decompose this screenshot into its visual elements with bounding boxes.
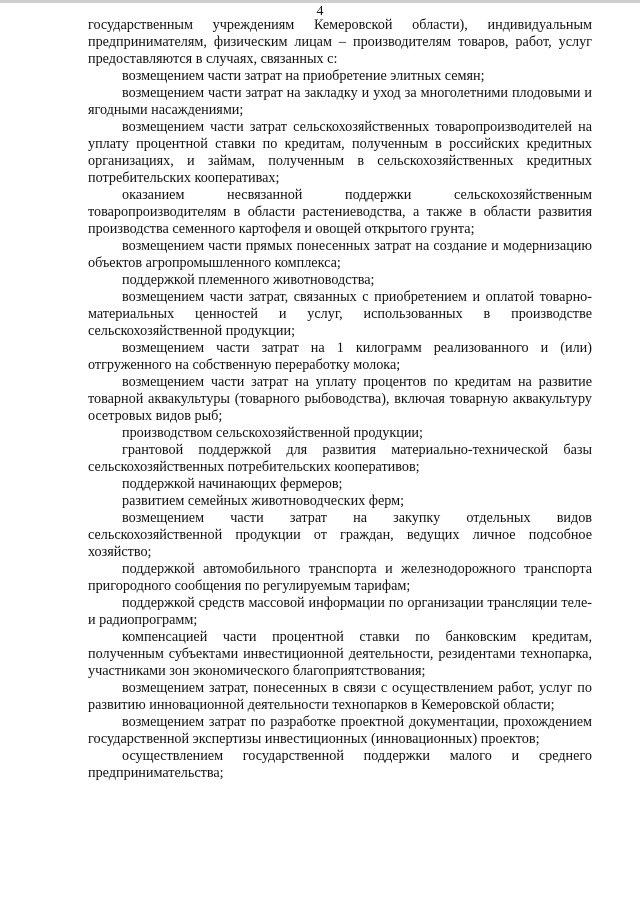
paragraph-purchase-from-citizens: возмещением части затрат на закупку отдельных видов сельскохозяйственной продукции от граждан, ведущих личное подсобное хозяйство; xyxy=(88,510,592,560)
paragraph-elite-seeds: возмещением части затрат на приобретение элитных семян; xyxy=(122,68,485,84)
paragraph-technopark-innovation: возмещением затрат, понесенных в связи с осуществлением работ, услуг по развитию инновационной деятельности технопарков в Кемеровской области; xyxy=(88,680,592,713)
paragraph-aquaculture: возмещением части затрат на уплату процентов по кредитам на развитие товарной аквакультуры (товарного рыбоводства), включая товарную аквакультуру осетровых видов рыб; xyxy=(88,374,592,424)
paragraph-unrelated-support: оказанием несвязанной поддержки сельскохозяйственным товаропроизводителям в области растениеводства, а также в области развития производства семенного картофеля и овощей открытого грунта; xyxy=(88,187,592,237)
paragraph-material-values: возмещением части затрат, связанных с приобретением и оплатой товарно-материальных ценностей и услуг, использованных в производстве сельскохозяйственной продукции; xyxy=(88,289,592,339)
paragraph-family-farms: развитием семейных животноводческих ферм; xyxy=(122,493,405,509)
paragraph-mass-media: поддержкой средств массовой информации по организации трансляции теле- и радиопрограмм; xyxy=(88,595,592,628)
paragraph-beginning-farmers: поддержкой начинающих фермеров; xyxy=(122,476,343,492)
paragraph-perennial-plantings: возмещением части затрат на закладку и уход за многолетними плодовыми и ягодными насаждениями; xyxy=(88,85,592,118)
paragraph-transport-support: поддержкой автомобильного транспорта и железнодорожного транспорта пригородного сообщения по регулируемым тарифам; xyxy=(88,561,592,594)
page-number: 4 xyxy=(316,4,324,19)
paragraph-grant-support: грантовой поддержкой для развития материально-технической базы сельскохозяйственных потребительских кооперативов; xyxy=(88,442,592,475)
paragraph-project-documentation: возмещением затрат по разработке проектной документации, прохождением государственной экспертизы инвестиционных (инновационных) проектов; xyxy=(88,714,592,747)
paragraph-agro-facilities: возмещением части прямых понесенных затрат на создание и модернизацию объектов агропромышленного комплекса; xyxy=(88,238,592,271)
paragraph-bank-credit-compensation: компенсацией части процентной ставки по банковским кредитам, полученным субъектами инвестиционной деятельности, резидентами технопарка, участниками зон экономического благоприятствования; xyxy=(88,629,592,679)
body-text xyxy=(88,17,592,782)
paragraph-small-business: осуществлением государственной поддержки малого и среднего предпринимательства; xyxy=(88,748,592,781)
paragraph-breeding-livestock: поддержкой племенного животноводства; xyxy=(122,272,375,288)
paragraph-agricultural-production: производством сельскохозяйственной продукции; xyxy=(122,425,423,441)
paragraph-interest-rate-credits: возмещением части затрат сельскохозяйственных товаропроизводителей на уплату процентной ставки по кредитам, полученным в российских кредитных организациях, и займам, полученным в сельскохозяйственных кредитных потребительских кооперативах; xyxy=(88,119,592,186)
paragraph-milk: возмещением части затрат на 1 килограмм реализованного и (или) отгруженного на собственную переработку молока; xyxy=(88,340,592,373)
paragraph-intro: государственным учреждениям Кемеровской области), индивидуальным предпринимателям, физическим лицам – производителям товаров, работ, услуг предоставляются в случаях, связанных с: xyxy=(88,17,592,67)
